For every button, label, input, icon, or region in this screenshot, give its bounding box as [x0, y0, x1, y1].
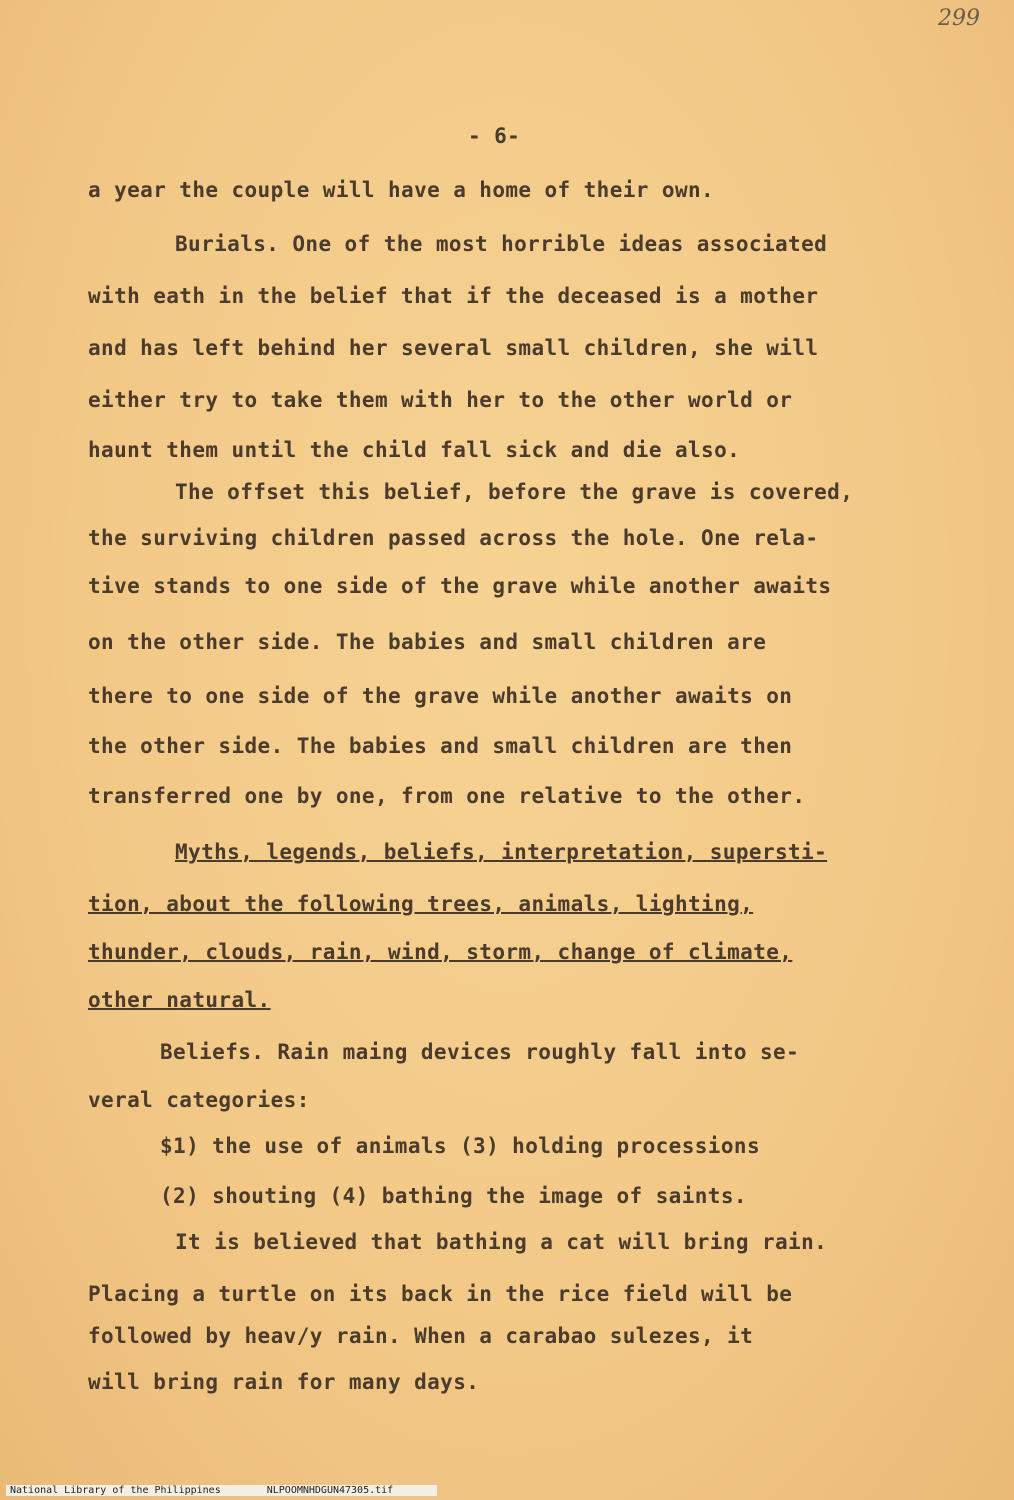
section-heading-myths: other natural. — [88, 988, 271, 1012]
text-line-beliefs: Beliefs. Rain maing devices roughly fall into se- — [160, 1040, 800, 1064]
text-line: the other side. The babies and small children are then — [88, 734, 793, 758]
section-heading-myths: tion, about the following trees, animals, lighting, — [88, 892, 754, 916]
text-line: followed by heav/y rain. When a carabao sulezes, it — [88, 1324, 754, 1348]
text-line: and has left behind her several small children, she will — [88, 336, 819, 360]
section-heading-myths: Myths, legends, beliefs, interpretation, supersti- — [175, 840, 828, 864]
footer-file: NLPOOMNHDGUN47305.tif — [266, 1485, 394, 1496]
scan-footer — [6, 1485, 437, 1496]
section-heading-myths: thunder, clouds, rain, wind, storm, change of climate, — [88, 940, 793, 964]
text-line: veral categories: — [88, 1088, 310, 1112]
list-item: (2) shouting (4) bathing the image of saints. — [160, 1184, 747, 1208]
text-line: haunt them until the child fall sick and die also. — [88, 438, 741, 462]
text-line: a year the couple will have a home of their own. — [88, 178, 715, 202]
text-line-burials: Burials. One of the most horrible ideas associated — [175, 232, 828, 256]
page-number: - 6- — [468, 124, 521, 148]
text-line: either try to take them with her to the other world or — [88, 388, 793, 412]
corner-page-mark: 299 — [938, 6, 980, 31]
text-line: Placing a turtle on its back in the rice field will be — [88, 1282, 793, 1306]
text-line: the surviving children passed across the hole. One rela- — [88, 526, 819, 550]
footer-library: National Library of the Philippines — [10, 1485, 221, 1496]
list-item: $1) the use of animals (3) holding processions — [160, 1134, 760, 1158]
text-line: transferred one by one, from one relative to the other. — [88, 784, 806, 808]
text-line: on the other side. The babies and small children are — [88, 630, 767, 654]
text-line: It is believed that bathing a cat will bring rain. — [175, 1230, 828, 1254]
text-line: tive stands to one side of the grave while another awaits — [88, 574, 832, 598]
text-line: there to one side of the grave while another awaits on — [88, 684, 793, 708]
text-line: will bring rain for many days. — [88, 1370, 480, 1394]
text-line: The offset this belief, before the grave is covered, — [175, 480, 854, 504]
text-line: with eath in the belief that if the deceased is a mother — [88, 284, 819, 308]
